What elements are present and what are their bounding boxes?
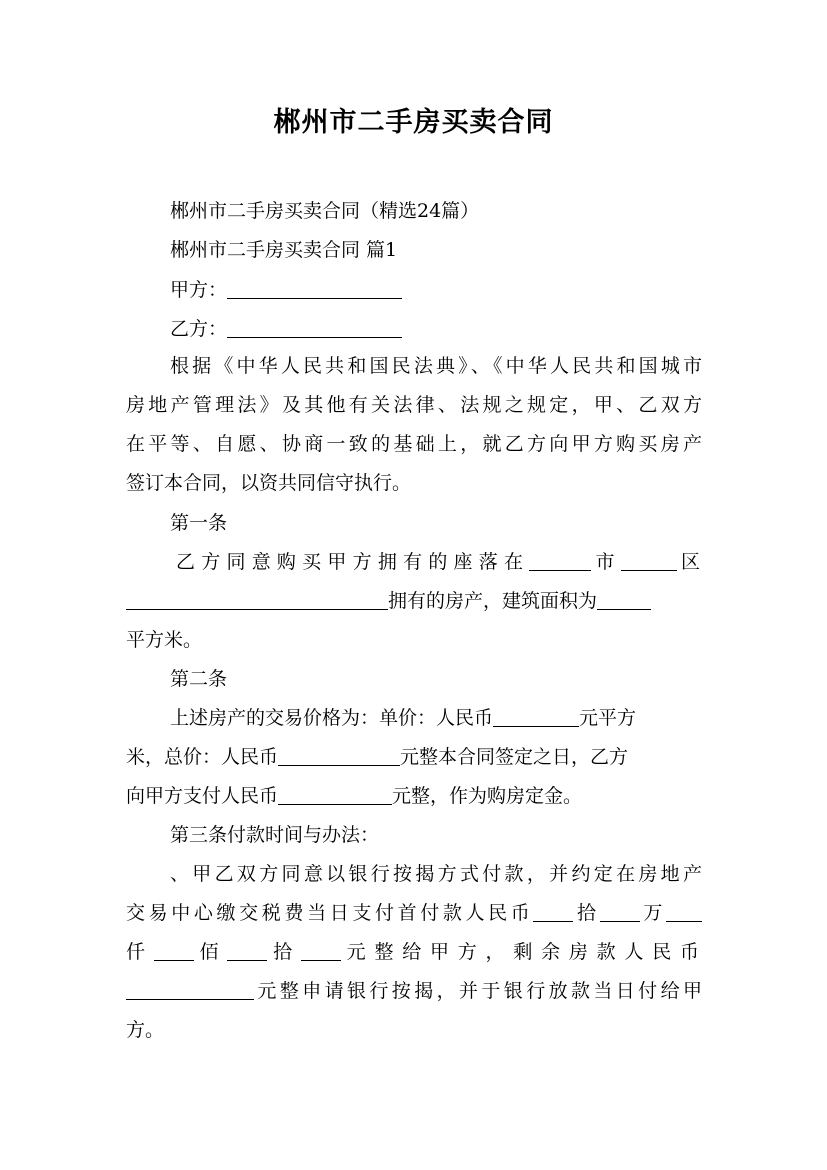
- article-1-text-1: 乙方同意购买甲方拥有的座落在: [176, 551, 530, 573]
- down-payment-blank-3: [666, 901, 702, 922]
- party-a-blank: [227, 278, 402, 299]
- article-1-line-1: [176, 549, 702, 576]
- party-a-line: [170, 277, 746, 304]
- preamble-line-3: 在平等、自愿、协商一致的基础上，就乙方向甲方购买房产: [126, 433, 702, 455]
- article-3-heading: 第三条付款时间与办法：: [170, 824, 380, 846]
- section-heading: 郴州市二手房买卖合同 篇1: [170, 239, 398, 261]
- preamble-line-1: 根据《中华人民共和国民法典》、《中华人民共和国城市: [170, 355, 702, 377]
- article-2-text-2: 元平方: [579, 707, 637, 729]
- document-subtitle: 郴州市二手房买卖合同（精选24篇）: [170, 200, 480, 222]
- district-blank: [621, 550, 677, 571]
- article-3-line-4: [126, 978, 702, 1005]
- down-payment-blank-5: [227, 940, 267, 961]
- down-payment-blank-6: [301, 940, 341, 961]
- article-1-text-2: 市: [591, 551, 621, 573]
- document-title: 郴州市二手房买卖合同: [273, 107, 554, 138]
- article-3-line-1: 、甲乙双方同意以银行按揭方式付款，并约定在房地产: [170, 863, 702, 885]
- preamble-line-2: 房地产管理法》及其他有关法律、法规之规定，甲、乙双方: [126, 394, 702, 416]
- article-3-text-3: 拾: [573, 902, 600, 924]
- party-b-label: 乙方：: [170, 318, 228, 340]
- article-2-heading: 第二条: [170, 668, 228, 690]
- article-3-text-2: 交易中心缴交税费当日支付首付款人民币: [126, 902, 534, 924]
- article-1-text-3: 区: [676, 551, 702, 573]
- article-1-line-3: 平方米。: [126, 629, 203, 651]
- article-3-line-2: [126, 900, 702, 927]
- article-3-line-5: 方。: [126, 1019, 165, 1041]
- deposit-blank: [278, 784, 392, 805]
- article-3-text-6: 佰: [193, 941, 228, 963]
- down-payment-blank-1: [533, 901, 573, 922]
- article-3-text-7: 拾: [267, 941, 301, 963]
- area-blank: [597, 589, 651, 610]
- article-2-text-1: 上述房产的交易价格为：单价：人民币: [170, 707, 494, 729]
- total-price-blank: [278, 745, 400, 766]
- location-blank: [126, 589, 388, 610]
- article-3-line-3: [126, 939, 702, 966]
- article-2-text-5: 向甲方支付人民币: [126, 785, 279, 807]
- article-2-line-3: [126, 783, 702, 810]
- unit-price-blank: [493, 706, 579, 727]
- article-2-line-1: [170, 705, 746, 732]
- party-a-label: 甲方：: [170, 279, 228, 301]
- article-3-text-4: 万: [639, 902, 666, 924]
- article-1-line-2: [126, 588, 702, 615]
- article-2-line-2: [126, 744, 702, 771]
- article-2-text-6: 元整，作为购房定金。: [392, 785, 583, 807]
- article-3-text-9: 元整申请银行按揭，并于银行放款当日付给甲: [254, 980, 702, 1002]
- down-payment-blank-2: [600, 901, 640, 922]
- article-1-heading: 第一条: [170, 512, 228, 534]
- remaining-balance-blank: [126, 979, 254, 1000]
- party-b-line: [170, 316, 746, 343]
- party-b-blank: [227, 317, 402, 338]
- preamble-line-4: 签订本合同，以资共同信守执行。: [126, 472, 412, 494]
- city-blank: [529, 550, 591, 571]
- down-payment-blank-4: [154, 940, 194, 961]
- article-1-text-4: 拥有的房产，建筑面积为: [388, 590, 598, 612]
- article-3-text-5: 仟: [126, 941, 154, 963]
- article-3-text-8: 元整给甲方，剩余房款人民币: [340, 941, 702, 963]
- article-2-text-4: 元整本合同签定之日，乙方: [400, 746, 629, 768]
- article-2-text-3: 米，总价：人民币: [126, 746, 279, 768]
